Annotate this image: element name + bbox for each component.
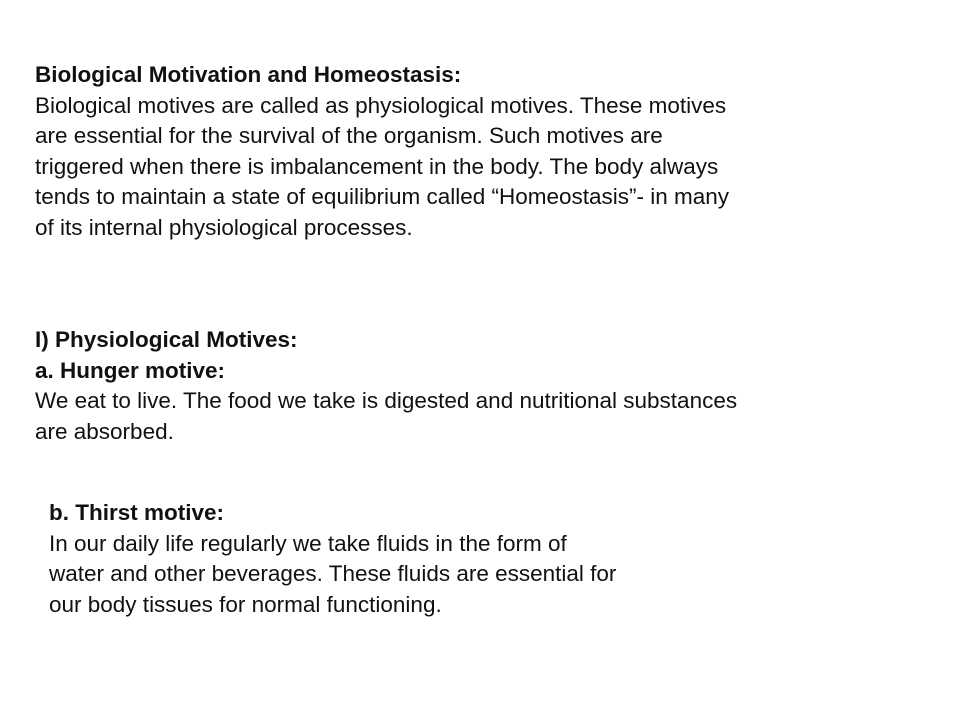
thirst-motive-section [49, 498, 809, 620]
subheading-hunger-motive: a. Hunger motive: [35, 357, 226, 383]
thirst-paragraph [49, 529, 809, 621]
hunger-paragraph [35, 386, 960, 447]
homeostasis-section [35, 60, 960, 243]
paragraph-line: water and other beverages. These fluids are essential for [49, 561, 617, 586]
physiological-motives-section [35, 325, 960, 447]
paragraph-line: triggered when there is imbalancement in the body. The body always [35, 153, 719, 179]
paragraph-line: Biological motives are called as physiological motives. These motives [35, 92, 727, 118]
paragraph-line: tends to maintain a state of equilibrium called “Homeostasis”- in many [35, 184, 730, 209]
paragraph-line: of its internal physiological processes. [35, 214, 413, 240]
section-heading-physiological-motives: I) Physiological Motives: [35, 327, 298, 352]
section-heading-biological-motivation: Biological Motivation and Homeostasis: [35, 62, 462, 87]
paragraph-line: are absorbed. [35, 418, 174, 444]
paragraph-line: are essential for the survival of the organism. Such motives are [35, 123, 663, 148]
paragraph-line: our body tissues for normal functioning. [49, 591, 442, 617]
subheading-thirst-motive: b. Thirst motive: [49, 500, 225, 525]
homeostasis-paragraph [35, 91, 960, 244]
paragraph-line: In our daily life regularly we take fluids in the form of [49, 530, 567, 556]
paragraph-line: We eat to live. The food we take is digested and nutritional substances [35, 388, 738, 413]
